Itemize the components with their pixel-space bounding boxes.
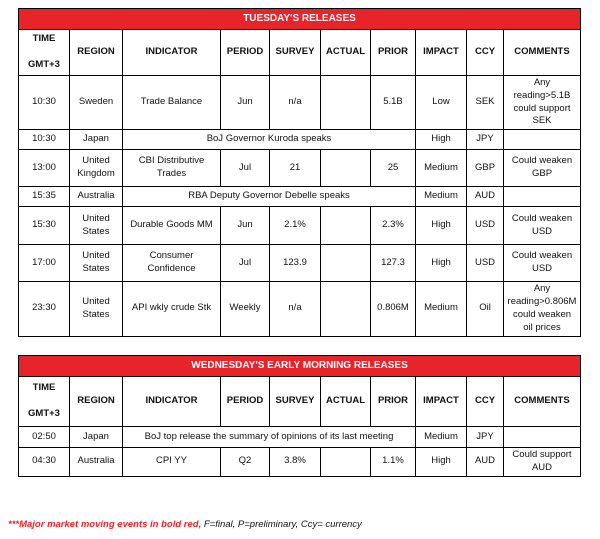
col-comments: COMMENTS: [504, 377, 581, 427]
col-indicator: INDICATOR: [123, 377, 221, 427]
table-row: 10:30 Japan BoJ Governor Kuroda speaks High JPY: [19, 130, 581, 150]
col-indicator: INDICATOR: [123, 30, 221, 76]
col-actual: ACTUAL: [321, 30, 371, 76]
table-row: 15:30 United States Durable Goods MM Jun 2.1% 2.3% High USD Could weaken USD: [19, 207, 581, 245]
wednesday-title: WEDNESDAY'S EARLY MORNING RELEASES: [19, 356, 581, 377]
table-row: 04:30 Australia CPI YY Q2 3.8% 1.1% High AUD Could support AUD: [19, 448, 581, 477]
table-row: 13:00 United Kingdom CBI Distributive Trades Jul 21 25 Medium GBP Could weaken GBP: [19, 150, 581, 187]
header-row: [19, 377, 581, 427]
col-time: TIME GMT+3: [19, 30, 70, 76]
col-survey: SURVEY: [270, 30, 321, 76]
col-period: PERIOD: [221, 30, 270, 76]
col-period: PERIOD: [221, 377, 270, 427]
col-ccy: CCY: [467, 377, 504, 427]
table-row: 02:50 Japan BoJ top release the summary of opinions of its last meeting Medium JPY: [19, 427, 581, 448]
col-prior: PRIOR: [371, 30, 416, 76]
col-ccy: CCY: [467, 30, 504, 76]
footnote-legend: F=final, P=preliminary, Ccy= currency: [201, 519, 362, 530]
col-region: REGION: [70, 30, 123, 76]
table-row: 17:00 United States Consumer Confidence Jul 123.9 127.3 High USD Could weaken USD: [19, 245, 581, 282]
col-impact: IMPACT: [416, 377, 467, 427]
footnote: [8, 519, 362, 530]
header-row: [19, 30, 581, 76]
col-region: REGION: [70, 377, 123, 427]
col-prior: PRIOR: [371, 377, 416, 427]
col-impact: IMPACT: [416, 30, 467, 76]
table-row: 15:35 Australia RBA Deputy Governor Debelle speaks Medium AUD: [19, 187, 581, 207]
footnote-highlight: ***Major market moving events in bold red,: [8, 519, 202, 530]
col-comments: COMMENTS: [504, 30, 581, 76]
table-row: 23:30 United States API wkly crude Stk Weekly n/a 0.806M Medium Oil Any reading>0.806M could weaken oil prices: [19, 282, 581, 336]
col-survey: SURVEY: [270, 377, 321, 427]
table-row: 10:30 Sweden Trade Balance Jun n/a 5.1B Low SEK Any reading>5.1B could support SEK: [19, 76, 581, 130]
tuesday-releases-table: [18, 8, 581, 337]
tuesday-title: TUESDAY'S RELEASES: [19, 9, 581, 30]
col-time: TIME GMT+3: [19, 377, 70, 427]
col-actual: ACTUAL: [321, 377, 371, 427]
wednesday-releases-table: [18, 355, 581, 477]
